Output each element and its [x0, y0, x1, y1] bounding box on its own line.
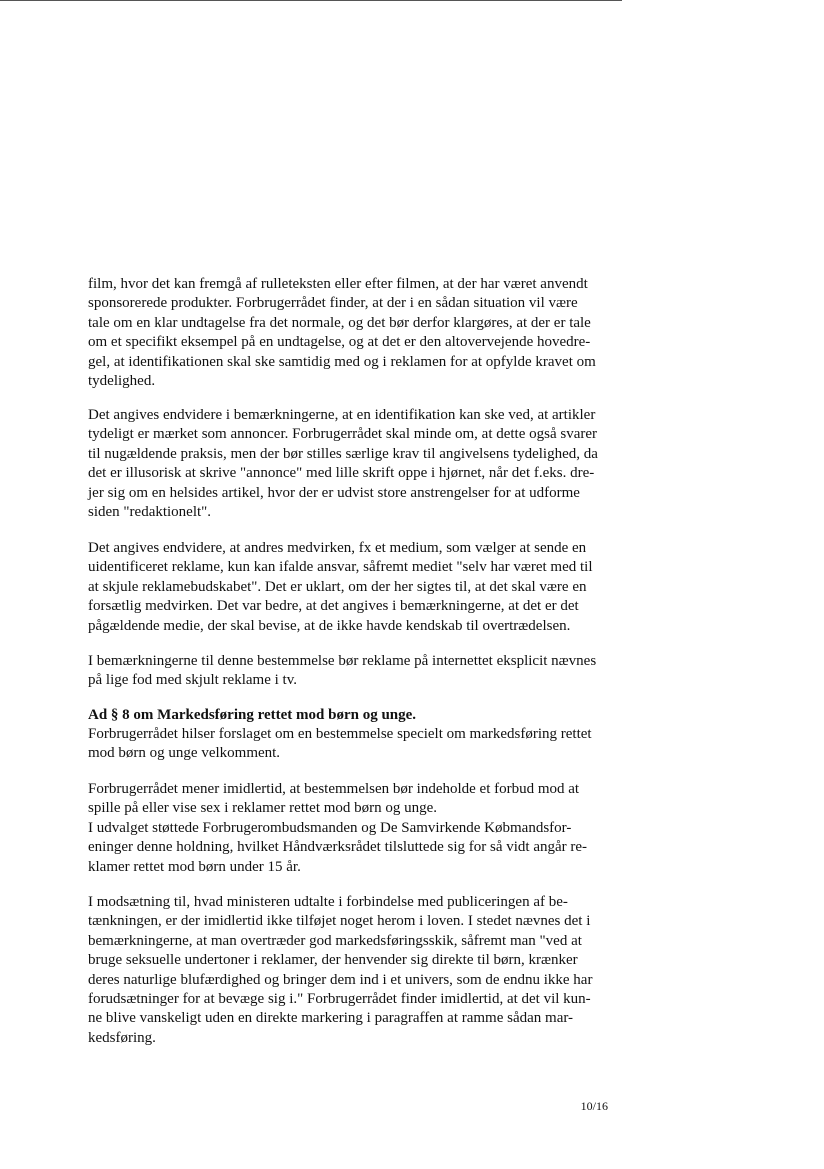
- paragraph-7: I udvalget støttede Forbrugerombudsmanden og De Samvirkende Købmandsfor- eninger denne holdning, hvilket Håndværksrådet tilsluttede sig for så vidt angår re- klamer rettet mod børn under 15 år.: [88, 820, 588, 875]
- paragraph-3: Det angives endvidere, at andres medvirken, fx et medium, som vælger at sende en uidentificeret reklame, kun kan ifalde ansvar, såfremt mediet "selv har været med til at skjule reklamebudskabet". Det er uklart, om der her sigtes til, at det skal være en forsætlig medvirken. Det var bedre, at det angives i bemærkningerne, at det er det pågældende medie, der skal bevise, at de ikke havde kendskab til overtrædelsen.: [88, 540, 593, 634]
- paragraph-6: Forbrugerrådet mener imidlertid, at bestemmelsen bør indeholde et forbud mod at spille på eller vise sex i reklamer rettet mod børn og unge.: [88, 781, 580, 817]
- paragraph-8: I modsætning til, hvad ministeren udtalte i forbindelse med publiceringen af be- tænkningen, er der imidlertid ikke tilføjet noget herom i loven. I stedet nævnes det i bemærkningerne, at man overtræder god markedsføringsskik, såfremt man "ved at bruge seksuelle undertoner i reklamer, der henvender sig direkte til børn, krænker deres naturlige blufærdighed og bringer dem ind i et univers, som de endnu ikke har forudsætninger for at bevæge sig i." Forbrugerrådet finder imidlertid, at det vil kun- ne blive vanskeligt uden en direkte markering i paragraffen at ramme sådan mar- kedsføring.: [88, 894, 593, 1046]
- paragraph-4: I bemærkningerne til denne bestemmelse bør reklame på internettet eksplicit nævnes på lige fod med skjult reklame i tv.: [88, 653, 597, 689]
- paragraph-5: Forbrugerrådet hilser forslaget om en bestemmelse specielt om markedsføring rettet mod børn og unge velkomment.: [88, 726, 592, 762]
- top-rule: [0, 0, 622, 1]
- paragraph-1: film, hvor det kan fremgå af rulleteksten eller efter filmen, at der har været anvendt sponsorerede produkter. Forbrugerrådet finder, at der i en sådan situation vil være tale om en klar undtagelse fra det normale, og det bør derfor klargøres, at der er tale om et specifikt eksempel på en undtagelse, og at det er den altovervejende hovedre- gel, at identifikationen skal ske samtidig med og i reklamen for at opfylde kravet om tydelighed.: [88, 276, 596, 390]
- section-heading: Ad § 8 om Markedsføring rettet mod børn og unge.: [88, 707, 417, 723]
- paragraph-2: Det angives endvidere i bemærkningerne, at en identifikation kan ske ved, at artikler tydeligt er mærket som annoncer. Forbrugerrådet skal minde om, at dette også svarer til nugældende praksis, men der bør stilles særlige krav til angivelsens tydelighed, da det er illusorisk at skrive "annonce" med lille skrift oppe i hjørnet, når det f.eks. dre- jer sig om en helsides artikel, hvor der er udvist store anstrengelser for at udforme siden "redaktionelt".: [88, 407, 598, 521]
- page-number: 10/16: [580, 1099, 608, 1113]
